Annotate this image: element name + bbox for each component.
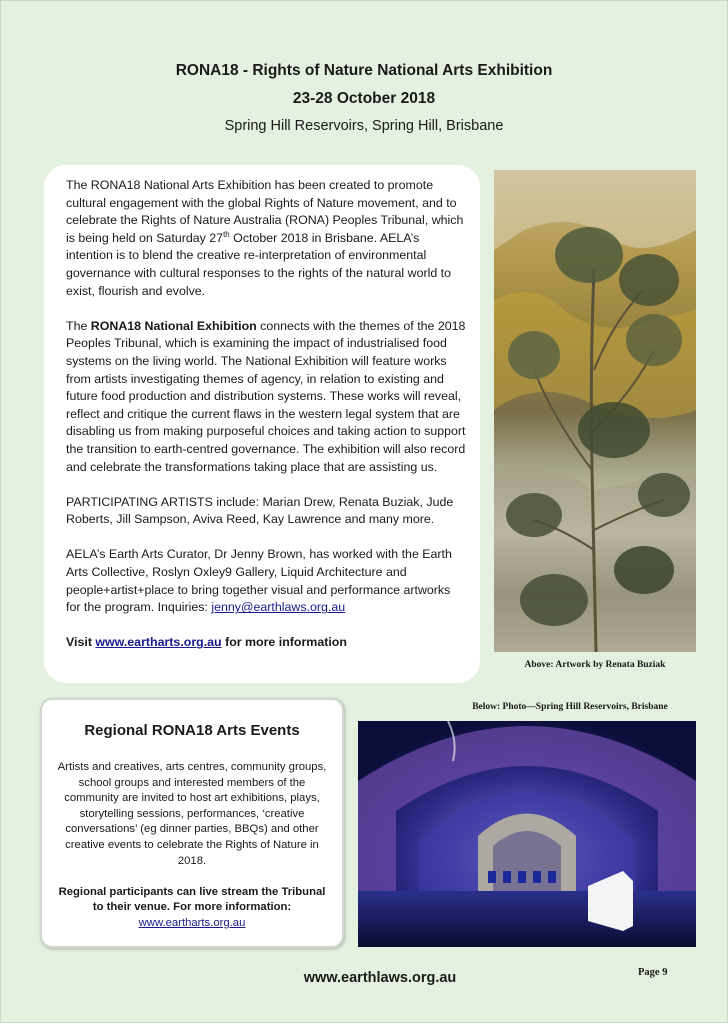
- exhibition-info-text: [66, 177, 468, 670]
- exhibition-info-box: [44, 165, 480, 683]
- page-title: RONA18 - Rights of Nature National Arts Exhibition: [175, 62, 553, 79]
- artwork-caption: Above: Artwork by Renata Buziak: [524, 660, 666, 670]
- artwork-illustration: [494, 170, 696, 652]
- reservoir-photo: [358, 721, 696, 947]
- regional-events-body: [56, 760, 328, 932]
- photo-caption: Below: Photo—Spring Hill Reservoirs, Brisbane: [472, 702, 668, 712]
- themes-paragraph: The RONA18 National Exhibition connects with the themes of the 2018 Peoples Tribunal, which is examining the impact of industrialised food systems on the living world. The National Exhibition will feature works from artists investigating themes of agency, in relation to existing and future food production and distribution systems. These works will reveal, reflect and critique the current flaws in the western legal system that are disabling us from making purposeful choices and taking action to support the transition to earth-centred governance. The exhibition will also record and celebrate the transformations taking place that are assisting us.: [66, 318, 466, 474]
- page-number: Page 9: [638, 967, 668, 978]
- event-dates: 23-28 October 2018: [292, 90, 436, 107]
- regional-eartharts-link[interactable]: www.eartharts.org.au: [138, 916, 246, 929]
- regional-events-title: Regional RONA18 Arts Events: [84, 722, 300, 739]
- eartharts-link[interactable]: www.eartharts.org.au: [95, 635, 222, 650]
- reservoir-illustration: [358, 721, 696, 947]
- intro-paragraph: The RONA18 National Arts Exhibition has been created to promote cultural engagement with the global Rights of Nature movement, and to celebrate the Rights of Nature Australia (RONA) Peoples Tribunal, which is being held on Saturday 27th October 2018 in Brisbane. AELA’s intention is to blend the creative re-interpretation of environmental governance with cultural responses to the rights of the natural world to exist, flourish and evolve.: [66, 178, 464, 298]
- curator-paragraph: AELA’s Earth Arts Curator, Dr Jenny Brown, has worked with the Earth Arts Collective, Roslyn Oxley9 Gallery, Liquid Architecture and people+artist+place to bring together visual and performance artworks for the program. Inquiries: jenny@earthlaws.org.au: [66, 547, 452, 615]
- artists-paragraph: PARTICIPATING ARTISTS include: Marian Drew, Renata Buziak, Jude Roberts, Jill Sampson, Aviva Reed, Kay Lawrence and many more.: [66, 494, 454, 527]
- footer-url: www.earthlaws.org.au: [303, 970, 457, 986]
- livestream-note: Regional participants can live stream the Tribunal to their venue. For more information: www.eartharts.org.au: [58, 885, 326, 929]
- regional-events-box: [40, 698, 344, 948]
- regional-events-description: Artists and creatives, arts centres, community groups, school groups and interested members of the community are invited to host art exhibitions, plays, storytelling sessions, performances, ‘creative conversations’ (eg dinner parties, BBQs) and other creative events to celebrate the Rights of Nature in 2018.: [57, 761, 327, 867]
- visit-line: Visit www.eartharts.org.au for more information: [66, 635, 347, 650]
- email-link[interactable]: jenny@earthlaws.org.au: [211, 600, 346, 615]
- artwork-image: [494, 170, 696, 652]
- exhibition-name-bold: RONA18 National Exhibition: [90, 318, 257, 333]
- event-venue: Spring Hill Reservoirs, Spring Hill, Brisbane: [224, 118, 504, 134]
